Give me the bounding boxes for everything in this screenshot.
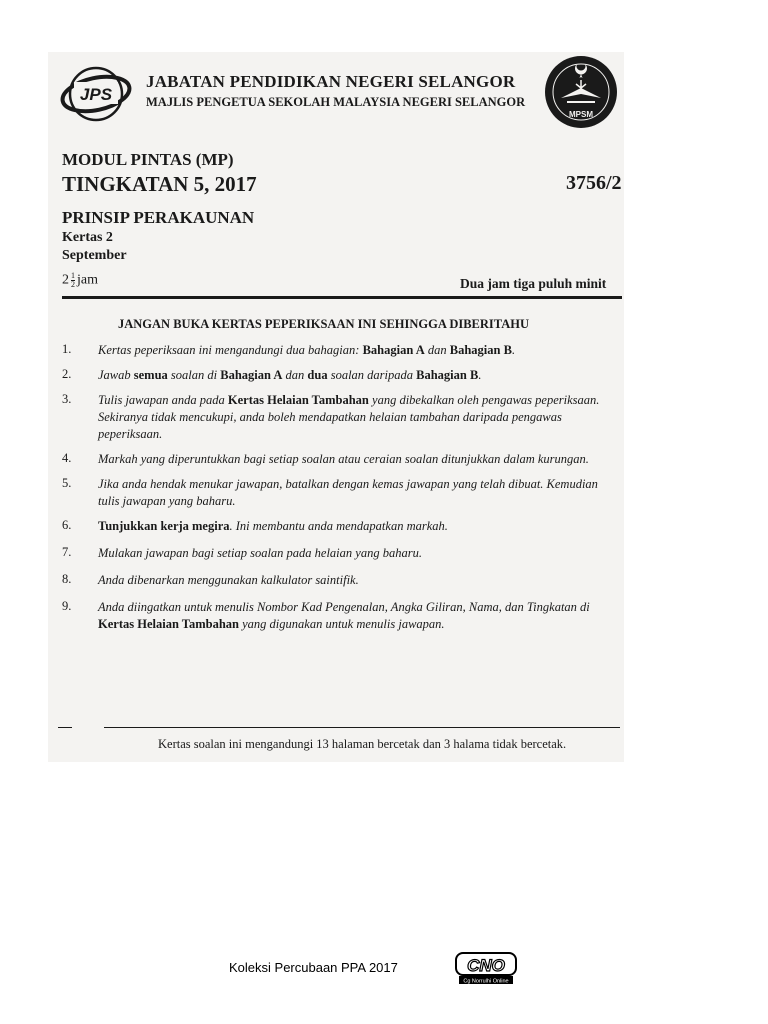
mpsm-logo: [543, 54, 619, 130]
instruction-text: [98, 367, 622, 384]
instruction-text-run: Jawab: [98, 368, 134, 382]
instruction-bold-text: semua: [133, 368, 168, 382]
instruction-text-run: Markah yang diperuntukkan bagi setiap soalan atau ceraian soalan ditunjukkan dalam kurungan.: [98, 452, 589, 466]
instruction-bold-text: Kertas Helaian Tambahan: [98, 617, 239, 631]
instruction-text-run: dan: [282, 368, 308, 382]
instruction-text-run: soalan di: [167, 368, 221, 382]
sub-organization-name: MAJLIS PENGETUA SEKOLAH MALAYSIA NEGERI SELANGOR: [146, 95, 526, 109]
instruction-item: [62, 572, 622, 589]
instruction-text: [98, 392, 622, 443]
instruction-number: 6.: [62, 518, 72, 532]
instruction-text-run: Anda diingatkan untuk menulis Nombor Kad Pengenalan, Angka Giliran, Nama, dan Tingkatan di: [98, 600, 590, 614]
page-count-note: Kertas soalan ini mengandungi 13 halaman bercetak dan 3 halama tidak bercetak.: [158, 737, 567, 751]
instruction-text: [98, 342, 622, 359]
svg-text:JPS: JPS: [79, 85, 113, 104]
collection-caption: Koleksi Percubaan PPA 2017: [229, 960, 398, 975]
instruction-item: [62, 545, 622, 562]
instruction-text-run: Anda dibenarkan menggunakan kalkulator saintifik.: [98, 573, 359, 587]
warning-heading: JANGAN BUKA KERTAS PEPERIKSAAN INI SEHINGGA DIBERITAHU: [118, 317, 529, 331]
paper-number: Kertas 2: [62, 230, 113, 245]
subject-title: PRINSIP PERAKAUNAN: [62, 208, 255, 227]
instruction-item: [62, 451, 622, 468]
instructions-list: [62, 342, 622, 633]
cno-logo: [455, 952, 517, 986]
instruction-text: [98, 476, 622, 510]
instruction-bold-text: Bahagian B: [449, 343, 512, 357]
module-title: MODUL PINTAS (MP): [62, 150, 234, 169]
instruction-text: [98, 518, 622, 535]
instruction-text-run: .: [478, 368, 482, 382]
instruction-item: [62, 518, 622, 535]
instruction-item: [62, 599, 622, 633]
svg-text:Cg Norrulhi Online: Cg Norrulhi Online: [463, 978, 509, 985]
instruction-item: [62, 392, 622, 443]
instruction-bold-text: Tunjukkan kerja megira: [98, 519, 230, 533]
instruction-number: 9.: [62, 599, 72, 613]
instruction-text-run: dan: [424, 343, 450, 357]
instruction-text-run: Kertas peperiksaan ini mengandungi dua bahagian:: [98, 343, 363, 357]
instruction-text: [98, 545, 622, 562]
instruction-text-run: Mulakan jawapan bagi setiap soalan pada helaian yang baharu.: [98, 546, 422, 560]
instruction-text-run: Jika anda hendak menukar jawapan, batalkan dengan kemas jawapan yang telah dibuat. Kemudian tulis jawapan yang baharu.: [98, 477, 598, 508]
instruction-text-run: . Ini membantu anda mendapatkan markah.: [229, 519, 448, 533]
instruction-bold-text: Kertas Helaian Tambahan: [227, 393, 369, 407]
instruction-text-run: yang dibekalkan oleh pengawas peperiksaan. Sekiranya tidak mencukupi, anda boleh mendapatkan helaian tambahan daripada pengawas peperiksaan.: [98, 393, 600, 441]
instruction-text: [98, 572, 622, 589]
instruction-text-run: .: [511, 343, 516, 357]
instruction-item: [62, 476, 622, 510]
instruction-number: 8.: [62, 572, 72, 586]
instruction-number: 5.: [62, 476, 72, 490]
instruction-text-run: soalan daripada: [327, 368, 417, 382]
footer-divider: [104, 727, 620, 728]
instruction-number: 3.: [62, 392, 72, 406]
instruction-number: 1.: [62, 342, 72, 356]
jps-logo: [58, 64, 138, 128]
footer-dash: [58, 727, 72, 728]
instruction-bold-text: Bahagian A: [220, 368, 283, 382]
instruction-number: 7.: [62, 545, 72, 559]
duration-in-words: Dua jam tiga puluh minit: [460, 276, 607, 291]
instruction-bold-text: Bahagian B: [416, 368, 479, 382]
instruction-text: [98, 451, 622, 468]
instruction-bold-text: Bahagian A: [362, 343, 425, 357]
instruction-item: [62, 367, 622, 384]
instruction-text-run: Tulis jawapan anda pada: [98, 393, 228, 407]
svg-text:CNO: CNO: [467, 956, 505, 975]
svg-text:MPSM: MPSM: [569, 110, 593, 119]
instruction-text: [98, 599, 622, 633]
instruction-number: 4.: [62, 451, 72, 465]
paper-code: 3756/2: [566, 172, 622, 194]
duration: 2 $\frac{1}{2}$ jam: [62, 271, 98, 289]
header-divider: [62, 296, 622, 299]
organization-name: JABATAN PENDIDIKAN NEGERI SELANGOR: [146, 72, 516, 91]
instruction-number: 2.: [62, 367, 72, 381]
instruction-text-run: yang digunakan untuk menulis jawapan.: [239, 617, 445, 631]
instruction-item: [62, 342, 622, 359]
level-title: TINGKATAN 5, 2017: [62, 172, 257, 196]
exam-month: September: [62, 248, 127, 263]
instruction-bold-text: dua: [307, 368, 328, 382]
